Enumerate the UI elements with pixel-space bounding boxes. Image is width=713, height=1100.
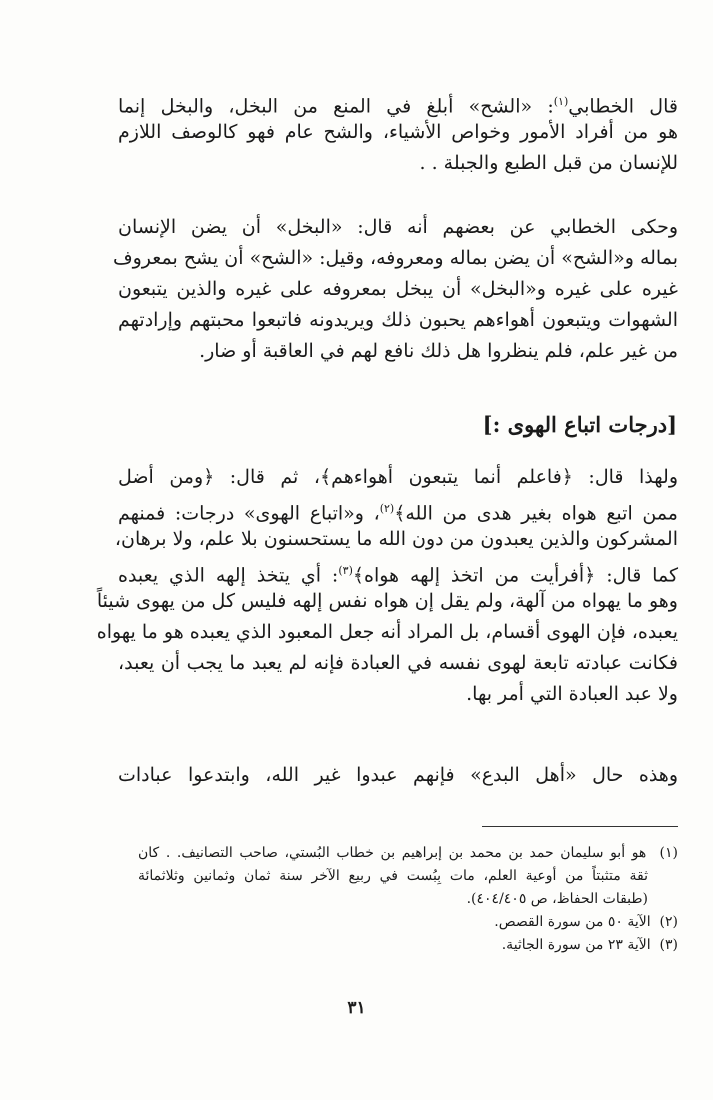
text-line: ممن اتبع هواه بغير هدى من الله﴾$^{(٢)}$، و«اتباع الهوى» درجات: فمنهم: [118, 502, 678, 525]
footnotes: [138, 842, 678, 957]
paragraph-hawa-degrees: [96, 462, 678, 710]
text-line: فكانت عبادته تابعة لهوى نفسه في العبادة فإنه لم يعبد ما يجب أن يعبد،: [118, 652, 678, 674]
page-number: ٣١: [347, 998, 366, 1018]
text-line: قال الخطابي$^{(١)}$: «الشح» أبلغ في المنع من البخل، والبخل إنما: [118, 95, 678, 118]
text-line: للإنسان من قبل الطبع والجبلة . .: [419, 152, 678, 174]
footnote-1-continued: (طبقات الحفاظ، ص ٤٠٤/٤٠٥).: [466, 891, 648, 907]
text-line: يعبده، فإن الهوى أقسام، بل المراد أنه جعل المعبود الذي يعبده هو ما يهواه: [96, 621, 678, 643]
footnote-1: (١) هو أبو سليمان حمد بن محمد بن إبراهيم بن خطاب البُستي، صاحب التصانيف. . كان: [138, 845, 678, 861]
text-line: من غير علم، فلم ينظروا هل ذلك نافع لهم في العاقبة أو ضار.: [199, 340, 678, 362]
footnote-1-continued: ثقة متثبتاً من أوعية العلم، مات بِبُست في ربيع الآخر سنة ثمان وثمانين وثلاثمائة: [138, 868, 648, 884]
paragraph-khattabi-shuh: [118, 86, 678, 179]
footnote-ref-3[interactable]: (٣): [338, 564, 353, 577]
footnote-marker: (٣): [659, 937, 678, 953]
text-line: ولا عبد العبادة التي أمر بها.: [466, 683, 678, 705]
text-line: غيره على غيره و«البخل» أن يبخل بمعروفه على غيره والذين يتبعون: [118, 278, 678, 300]
footnote-marker: (١): [659, 845, 678, 861]
paragraph-bukhl-definition: [112, 212, 678, 367]
footnote-marker: (٢): [659, 914, 678, 930]
text-line: وهو ما يهواه من آلهة، ولم يقل إن هواه نفس إلهه فليس كل من يهوى شيئاً: [96, 590, 678, 612]
text-line: الشهوات ويتبعون أهواءهم يحبون ذلك ويريدونه فاتبعوا محبتهم وإرادتهم: [118, 309, 678, 331]
text-line: ولهذا قال: ﴿فاعلم أنما يتبعون أهواءهم﴾، ثم قال: ﴿ومن أضل: [118, 466, 678, 488]
footnote-3: (٣) الآية ٢٣ من سورة الجاثية.: [501, 937, 678, 953]
text-line: المشركون والذين يعبدون من دون الله ما يستحسنون بلا علم، ولا برهان،: [114, 528, 678, 550]
paragraph-ahl-bida: [118, 760, 678, 791]
text-line: وحكى الخطابي عن بعضهم أنه قال: «البخل» أن يضن الإنسان: [118, 216, 678, 238]
section-heading: [درجات اتباع الهوى :]: [482, 412, 677, 437]
footnote-divider: [482, 826, 678, 827]
footnote-ref-2[interactable]: (٢): [379, 502, 395, 515]
footnote-ref-1[interactable]: (١): [553, 95, 569, 108]
footnote-2: (٢) الآية ٥٠ من سورة القصص.: [494, 914, 678, 930]
text-line: وهذه حال «أهل البدع» فإنهم عبدوا غير الله، وابتدعوا عبادات: [118, 764, 678, 786]
text-line: كما قال: ﴿أفرأيت من اتخذ إلهه هواه﴾$^{(٣)}$: أي يتخذ إلهه الذي يعبده: [118, 564, 678, 587]
text-line: بماله و«الشح» أن يضن بماله ومعروفه، وقيل: «الشح» أن يشح بمعروف: [112, 247, 678, 269]
text-line: هو من أفراد الأمور وخواص الأشياء، والشح عام فهو كالوصف اللازم: [118, 121, 678, 143]
